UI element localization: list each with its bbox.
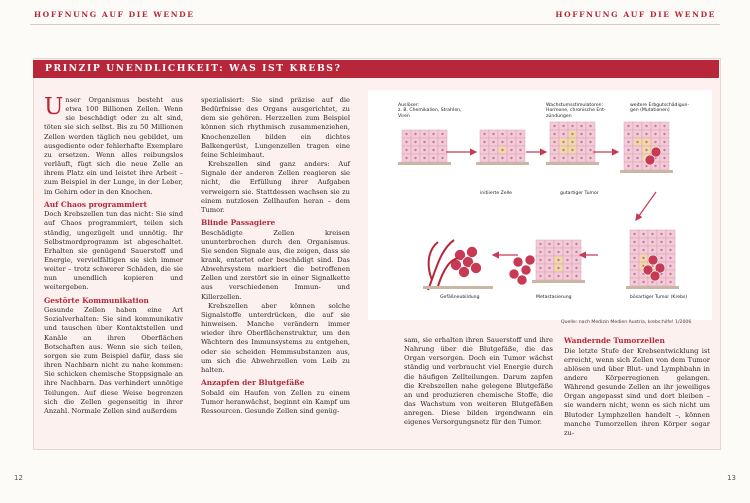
label-initiiert: initiierte Zelle: [480, 191, 512, 196]
heading-chaos: Auf Chaos programmiert: [44, 199, 147, 209]
running-header-left: HOFFNUNG AUF DIE WENDE: [34, 10, 195, 19]
heading-blutgefaesse: Anzapfen der Blutgefäße: [201, 378, 305, 388]
arrow-4: [636, 192, 656, 220]
paragraph-versorgung: sam, sie erhalten ihren Sauerstoff und ihre Nahrung über die Blutgefäße, die das Organ versorgen. Doch ein Tumor wächst ständig und verbraucht viel Energie durch die häufigen Zellteilungen. Darum zapfen die Krebszellen nahe gelegene Blutgefäße an und produzieren chemische Stoffe, die das Wachstum von weiteren Blutgefäßen anregen. Diese bilden irgendwann ein eigenes Versorgungsnetz für den Tumor.: [404, 336, 553, 427]
paragraph-wandernde: Die letzte Stufe der Krebsentwicklung ist erreicht, wenn sich Zellen von dem Tumor ablösen und über Blut- und Lymphbahn in andere Körperregionen gelangen. Während gesunde Zellen an ihr jeweiliges Organ angepasst sind und dort bleiben – sie wandern nicht, wenn es sich nicht um Blutoder Lymphzellen handelt –, können manche Tumorzellen ihren Körper sogar zu-: [564, 346, 710, 437]
metastasis-cell-1: [513, 257, 523, 267]
paragraph-chaos: Doch Krebszellen tun das nicht: Sie sind auf Chaos programmiert, teilen sich ständig, ungezügelt und unnötig. Ihr Selbstmordprogramm ist abgeschaltet. Erhalten sie genügend Sauerstoff und Energie, vervielfältigen sie sich immer weiter – trotz schwerer Schäden, die sie nun unendlich kopieren und weitergeben.: [44, 210, 183, 292]
heading-wandernde: Wandernde Tumorzellen: [564, 336, 665, 345]
dropcap: U: [44, 94, 64, 120]
label-boesartig: bösartiger Tumor (Krebs): [630, 295, 688, 300]
tissue-base: [423, 286, 493, 289]
vessel-tumor-cell-5: [467, 247, 478, 258]
text-column-1: [44, 96, 183, 416]
intro-paragraph: [44, 96, 183, 197]
mutation-cell-2: [645, 155, 655, 165]
vessel-tumor-cell-4: [459, 267, 470, 278]
malignant-cell-4: [650, 271, 660, 281]
label-metastase: Metastasierung: [536, 295, 572, 300]
label-erbgut: weitere Erbgutschädigun- gen (Mutationen): [630, 103, 690, 114]
metastasis-cell-2: [521, 265, 531, 275]
label-wachstum: Wachstumsstimulatoren: Hormone, chronische Ent- zündungen: [546, 103, 606, 119]
label-ausloeser: Auslöser: z. B. Chemikalien, Strahlen, Viren: [398, 103, 462, 119]
label-gutartig: gutartiger Tumor: [560, 191, 599, 196]
malignant-cell-1: [648, 255, 658, 265]
intro-text: nser Organismus besteht aus etwa 100 Billionen Zellen. Wenn sie beschädigt oder zu alt sind, töten sie sich selbst. Bis zu 50 Millionen Zellen werden täglich neu gebildet, um ausgediente oder fehlerhafte Exemplare zu ersetzen. Wenn alles reibungslos verläuft, fügt sich die neue Zelle an ihrem Platz ein und leistet ihre Arbeit – zum Beispiel in der Lunge, in der Leber, im Gehirn oder in den Knochen.: [44, 96, 183, 196]
heading-kommunikation: Gestörte Kommunikation: [44, 295, 149, 305]
vessel-tumor-cell-6: [471, 263, 482, 274]
label-gefaess: Gefäßneubildung: [440, 295, 480, 300]
header-rule: [30, 24, 720, 25]
cancer-development-diagram: [368, 90, 712, 320]
paragraph-kommunikation: Gesunde Zellen haben eine Art Sozialverhalten: Sie sind kommunikativ und tauschen über Kontaktstellen und Kanäle an ihren Oberflächen Botschaften aus. Wenn sie sich teilen, sorgen sie zum Beispiel dafür, dass sie ihren Nachbarn nicht zu nahe kommen: Sie schicken chemische Stoppsignale an ihre Nachbarn. Das verhindert unnötige Teilungen. Auf diese Weise begrenzen sich die Zellen gegenseitig in ihrer Anzahl. Normale Zellen sind außerdem: [44, 306, 183, 415]
info-box-title: PRINZIP UNENDLICHKEIT: WAS IST KREBS?: [45, 63, 342, 74]
text-column-4: [564, 336, 710, 438]
paragraph-krebszellen: Krebszellen sind ganz anders: Auf Signale der anderen Zellen reagieren sie nicht, die Erfüllung ihrer Aufgaben verweigern sie. Stattdessen wachsen sie zu einem nutzlosen Zellhaufen heran – dem Tumor.: [201, 160, 350, 214]
info-box-banner: [33, 60, 719, 78]
figure-source: Quelle: nach Medizin Medien Austria, krebs:hilfe! 1/2006: [561, 320, 692, 325]
paragraph-blutgefaesse: Sobald ein Haufen von Zellen zu einem Tumor heranwächst, beginnt ein Kampf um Ressourcen. Gesunde Zellen sind genüg-: [201, 388, 350, 415]
diagram-svg: [368, 90, 712, 320]
page-number-right: 13: [727, 474, 736, 482]
metastasis-cell-4: [517, 275, 527, 285]
heading-passagiere: Blinde Passagiere: [201, 218, 276, 228]
metastasis-cell-5: [525, 255, 535, 265]
paragraph-signalstoffe: Krebszellen aber können solche Signalstoffe unterdrücken, die auf sie hinweisen. Manche verändern immer wieder ihre Oberflächenstruktur, um den Wächtern des Immunsystems zu entgehen, oder sie scheiden Hemmsubstanzen aus, um sich die Abwehrzellen vom Leib zu halten.: [201, 301, 350, 374]
paragraph-passagiere: Beschädigte Zellen kreisen ununterbrochen durch den Organismus. Sie senden Signale aus, die zeigen, dass sie krank, entartet oder beschädigt sind. Das Abwehrsystem markiert die betroffenen Zellen und zerstört sie in einer Signalkette aus verschiedenen Immun- und Killerzellen.: [201, 228, 350, 301]
running-header-right: HOFFNUNG AUF DIE WENDE: [555, 10, 716, 19]
text-column-3: [404, 336, 553, 428]
text-column-2: [201, 96, 350, 416]
paragraph-spezialisiert: spezialisiert: Sie sind präzise auf die Bedürfnisse des Organs ausgerichtet, zu dem sie gehören. Herzzellen zum Beispiel können sich rhythmisch zusammenziehen, Knochenzellen bilden ein dichtes Balkengerüst, Lungenzellen tragen eine feine Schleimhaut.: [201, 96, 350, 159]
page-number-left: 12: [14, 474, 23, 482]
